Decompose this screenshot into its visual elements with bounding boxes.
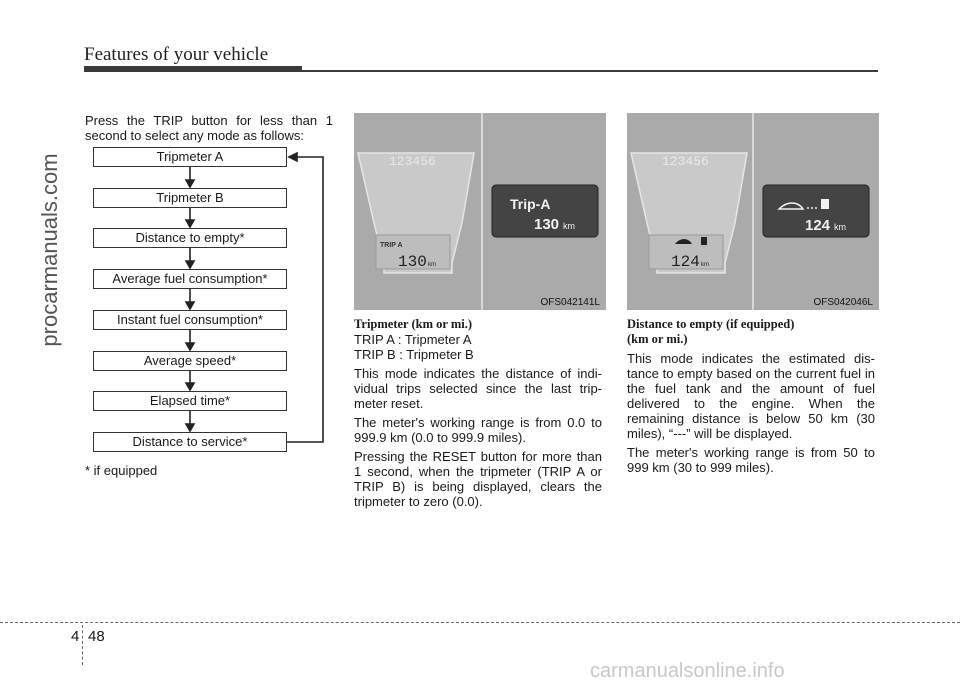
bottom-watermark: carmanualsonline.info [590,660,785,682]
tripmeter-heading: Tripmeter (km or mi.) [354,317,473,331]
display-value: 124 [671,253,700,271]
dte-heading-1: Distance to empty (if equipped) [627,317,795,331]
figure-distance-to-empty [627,113,879,310]
intro-line-1: Press the TRIP button for less than 1 [85,113,333,128]
display-value: 130 [398,253,427,271]
tripmeter-para-2: The meter's working range is from 0.0 to 999.9 km (0.0 to 999.9 miles). [354,415,602,445]
flow-box-distance-to-service: Distance to service* [93,432,287,452]
display-unit: km [428,262,436,268]
cluster-illustration [627,113,879,310]
popup-title: Trip-A [510,196,551,212]
dte-heading-2: (km or mi.) [627,332,688,346]
flow-box-average-speed: Average speed* [93,351,287,371]
dte-para-2: The meter's working range is from 50 to 999 km (30 to 999 miles). [627,445,875,475]
flow-box-distance-to-empty: Distance to empty* [93,228,287,248]
trip-b-line: TRIP B : Tripmeter B [354,347,474,362]
footer-divider [82,625,83,665]
side-watermark: procarmanuals.com [37,153,62,347]
tripmeter-para-3: Pressing the RESET button for more than 1 second, when the tripmeter (TRIP A or TRIP B) is being displayed, clears the tripmeter to zero (0.0). [354,449,602,509]
distance-to-empty-section [627,317,875,479]
popup-fuel-pump-icon [821,199,829,209]
fuel-pump-icon [701,237,707,245]
flow-box-tripmeter-a: Tripmeter A [93,147,287,167]
footnote: * if equipped [85,463,158,478]
cluster-illustration [354,113,606,310]
trip-tag: TRIP A [380,242,403,249]
figure-tripmeter [354,113,606,310]
figure-code: OFS042141L [540,297,600,308]
display-unit: km [701,262,709,268]
flow-box-tripmeter-b: Tripmeter B [93,188,287,208]
flow-box-elapsed-time: Elapsed time* [93,391,287,411]
popup-value: 130 [534,216,560,233]
page-number: 48 [88,628,105,645]
footer-rule [0,622,960,623]
popup-value: 124 [805,217,831,234]
tripmeter-para-1: This mode indicates the distance of indi-vidual trips selected since the last trip-meter reset. [354,366,602,411]
flow-box-average-fuel: Average fuel consumption* [93,269,287,289]
tripmeter-section [354,317,602,513]
popup-unit: km [563,221,575,231]
intro-line-2: second to select any mode as follows: [85,128,304,143]
odometer-text: 123456 [662,154,709,169]
figure-code: OFS042046L [813,297,873,308]
section-title: Features of your vehicle [84,44,269,65]
odometer-text: 123456 [389,154,436,169]
chapter-number: 4 [71,628,80,645]
dte-para-1: This mode indicates the estimated dis-tance to empty based on the current fuel in the fuel tank and the amount of fuel delivered to the engine. When the remaining distance is below 50 km (30 miles), “---” will be displayed. [627,351,875,441]
popup-unit: km [834,222,846,232]
flow-box-instant-fuel: Instant fuel consumption* [93,310,287,330]
trip-a-line: TRIP A : Tripmeter A [354,332,472,347]
